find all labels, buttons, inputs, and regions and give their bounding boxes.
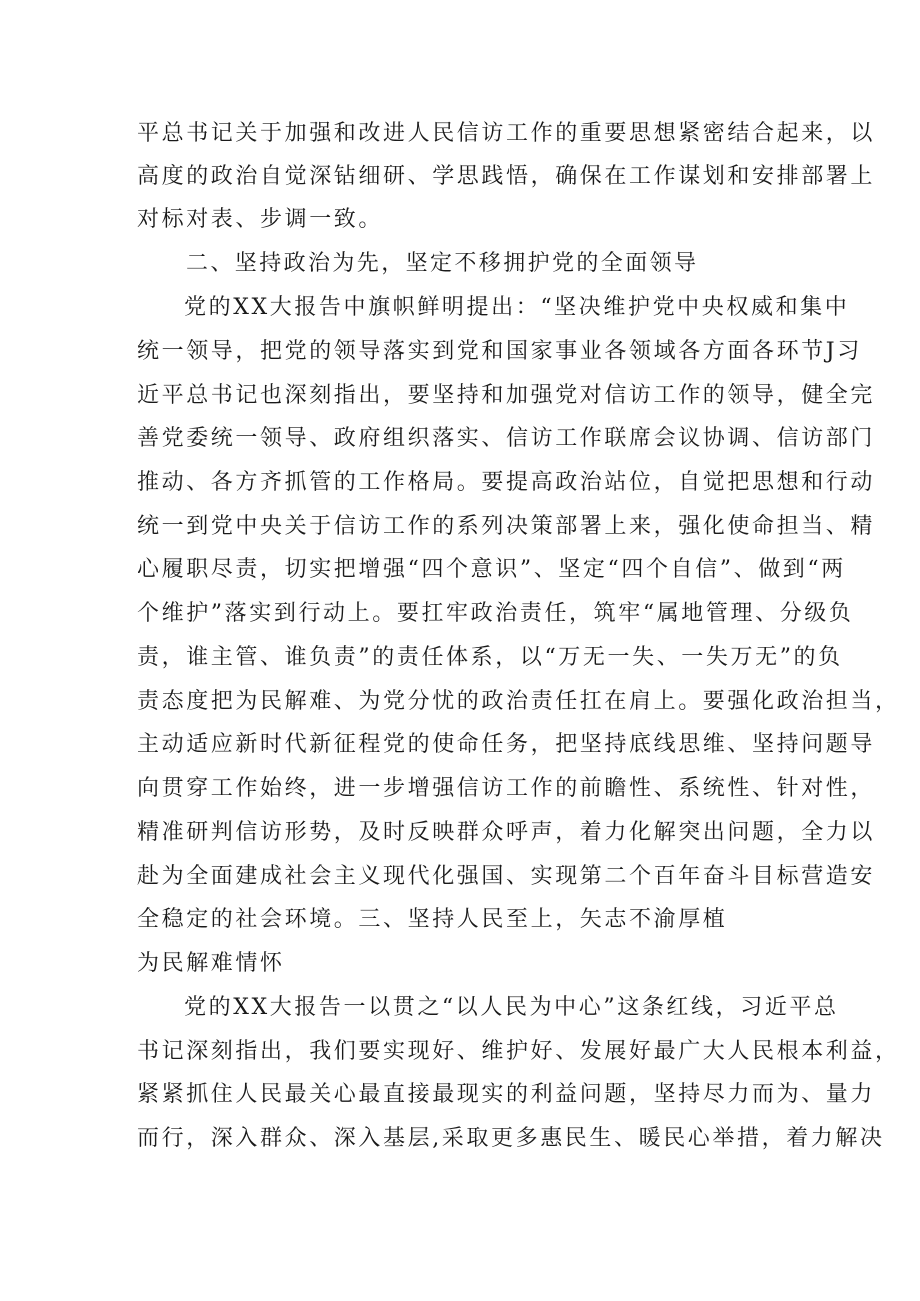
body-text-line: 高度的政治自觉深钻细研、学思践悟，确保在工作谋划和安排部署上 [137,164,876,189]
body-text-line: 书记深刻指出，我们要实现好、维护好、发展好最广大人民根本利益， [137,1039,900,1064]
section-heading: 二、坚持政治为先，坚定不移拥护党的全面领导 [186,251,699,276]
body-text-line: 精准研判信访形势，及时反映群众呼声，着力化解突出问题，全力以 [137,820,876,845]
section-heading-continuation: 为民解难情怀 [137,951,285,976]
body-text-line: 对标对表、步调一致。 [137,207,384,232]
body-text-line: 平总书记关于加强和改进人民信访工作的重要思想紧密结合起来，以 [137,121,876,146]
body-text-line: 紧紧抓住人民最关心最直接最现实的利益问题，坚持尽力而为、量力 [137,1082,876,1107]
body-text-line: 责，谁主管、谁负责”的责任体系，以“万无一失、一失万无”的负 [137,645,843,670]
paragraph-first-line: 党的XX大报告一以贯之“以人民为中心”这条红线，习近平总 [184,995,839,1020]
body-text-line: 心履职尽责，切实把增强“四个意识”、坚定“四个自信”、做到“两 [137,557,846,582]
body-text-line: 统一领导，把党的领导落实到党和国家事业各领域各方面各环节J习 [137,339,862,364]
body-text-line: 赴为全面建成社会主义现代化强国、实现第二个百年奋斗目标营造安 [137,864,876,889]
body-text-line: 推动、各方齐抓管的工作格局。要提高政治站位，自觉把思想和行动 [137,470,876,495]
body-text-line: 主动适应新时代新征程党的使命任务，把坚持底线思维、坚持问题导 [137,732,876,757]
body-text-line: 责态度把为民解难、为党分忧的政治责任扛在肩上。要强化政治担当， [137,689,900,714]
body-text-line: 而行，深入群众、深入基层,采取更多惠民生、暖民心举措，着力解决 [137,1126,885,1151]
body-text-line: 向贯穿工作始终，进一步增强信访工作的前瞻性、系统性、针对性， [137,776,876,801]
body-text-line: 全稳定的社会环境。三、坚持人民至上，矢志不渝厚植 [137,907,728,932]
body-text-line: 个维护”落实到行动上。要扛牢政治责任，筑牢“属地管理、分级负 [137,601,854,626]
paragraph-first-line: 党的XX大报告中旗帜鲜明提出：“坚决维护党中央权威和集中 [184,295,850,320]
body-text-line: 近平总书记也深刻指出，要坚持和加强党对信访工作的领导，健全完 [137,383,876,408]
body-text-line: 善党委统一领导、政府组织落实、信访工作联席会议协调、信访部门 [137,426,876,451]
body-text-line: 统一到党中央关于信访工作的系列决策部署上来，强化使命担当、精 [137,514,876,539]
